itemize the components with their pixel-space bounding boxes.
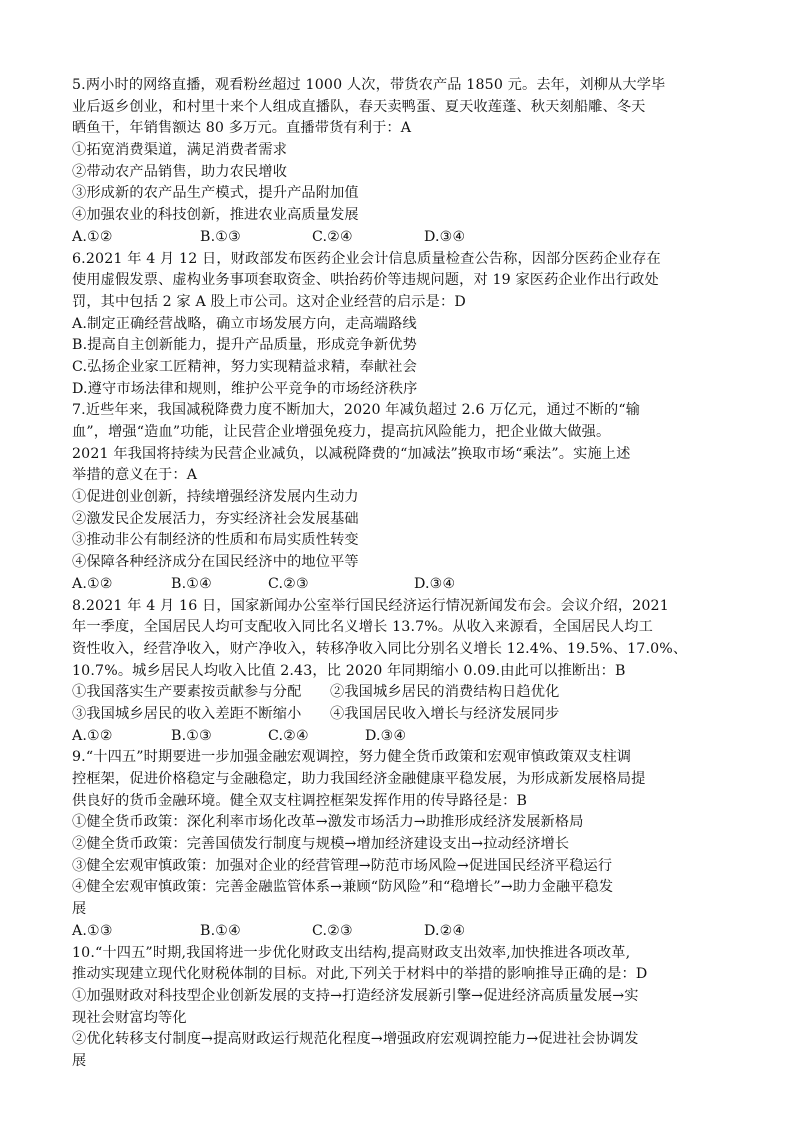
statement-item-continued: 现社会财富均等化 bbox=[72, 1009, 187, 1026]
statement-item: ③健全宏观审慎政策：加强对企业的经营管理→防范市场风险→促进国民经济平稳运行 bbox=[72, 857, 613, 874]
question-stem-line: 晒鱼干，年销售额达 80 多万元。直播带货有利于：A bbox=[72, 120, 412, 137]
question-stem-line: 资性收入，经营净收入，财产净收入，转移净收入同比分别名义增长 12.4%、19.5%、17.0%、 bbox=[72, 640, 688, 657]
question-stem-line: 供良好的货币金融环境。健全双支柱调控框架发挥作用的传导路径是：B bbox=[72, 792, 528, 809]
statement-item: ②我国城乡居民的消费结构日趋优化 bbox=[330, 684, 560, 701]
option-d: D.②④ bbox=[424, 922, 466, 939]
question-stem-line: 罚，其中包括 2 家 A 股上市公司。这对企业经营的启示是：D bbox=[72, 293, 466, 310]
answer-options bbox=[72, 574, 732, 596]
question-7 bbox=[72, 400, 732, 595]
statement-item: ①拓宽消费渠道，满足消费者需求 bbox=[72, 142, 288, 159]
question-10 bbox=[72, 943, 732, 1073]
statement-item: ②健全货币政策：完善国债发行制度与规模→增加经济建设支出→拉动经济增长 bbox=[72, 836, 570, 853]
statement-item: ④健全宏观审慎政策：完善金融监管体系→兼顾“防风险”和“稳增长”→助力金融平稳发 bbox=[72, 879, 614, 896]
question-stem-line: 血”，增强“造血”功能，让民营企业增强免疫力，提高抗风险能力，把企业做大做强。 bbox=[72, 424, 611, 440]
choice-item: C.弘扬企业家工匠精神，努力实现精益求精，奉献社会 bbox=[72, 358, 417, 375]
option-b: B.①④ bbox=[171, 575, 212, 592]
statement-item: ②激发民企发展活力，夯实经济社会发展基础 bbox=[72, 510, 359, 527]
option-b: B.①④ bbox=[200, 922, 241, 939]
option-c: C.②④ bbox=[312, 228, 353, 245]
question-stem-line: 使用虚假发票、虚构业务事项套取资金、哄抬药价等违规问题，对 19 家医药企业作出行政处 bbox=[72, 272, 659, 289]
option-a: A.①② bbox=[72, 575, 113, 592]
option-b: B.①③ bbox=[200, 228, 241, 245]
question-stem-line: 9.“十四五”时期要进一步加强金融宏观调控，努力健全货币政策和宏观审慎政策双支柱调 bbox=[72, 749, 632, 766]
statement-item: ①加强财政对科技型企业创新发展的支持→打造经济发展新引擎→促进经济高质量发展→实 bbox=[72, 987, 639, 1004]
option-d: D.③④ bbox=[414, 575, 456, 592]
question-stem-line: 7.近些年来，我国减税降费力度不断加大，2020 年减负超过 2.6 万亿元，通过不断的“输 bbox=[72, 402, 641, 419]
statement-item: ①我国落实生产要素按贡献参与分配 bbox=[72, 684, 302, 701]
statement-item: ④我国居民收入增长与经济发展同步 bbox=[330, 705, 560, 722]
exam-page bbox=[72, 75, 732, 1073]
answer-options bbox=[72, 227, 732, 249]
choice-item: A.制定正确经营战略，确立市场发展方向，走高端路线 bbox=[72, 315, 417, 332]
option-b: B.①③ bbox=[171, 727, 212, 744]
question-stem-line: 推动实现建立现代化财税体制的目标。对此,下列关于材料中的举措的影响推导正确的是：D bbox=[72, 966, 648, 983]
question-stem-line: 6.2021 年 4 月 12 日，财政部发布医药企业会计信息质量检查公告称，因部分医药企业存在 bbox=[72, 250, 661, 267]
statement-item: ③推动非公有制经济的性质和布局实质性转变 bbox=[72, 532, 359, 549]
option-c: C.②④ bbox=[268, 727, 309, 744]
question-stem-line: 10.“十四五”时期,我国将进一步优化财政支出结构,提高财政支出效率,加快推进各项改革, bbox=[72, 944, 631, 961]
question-stem-line: 10.7%。城乡居民人均收入比值 2.43，比 2020 年同期缩小 0.09.由此可以推断出：B bbox=[72, 662, 626, 679]
option-d: D.③④ bbox=[365, 727, 407, 744]
choice-item: B.提高自主创新能力，提升产品质量，形成竞争新优势 bbox=[72, 337, 417, 354]
question-stem-line: 年一季度，全国居民人均可支配收入同比名义增长 13.7%。从收入来源看，全国居民人均工 bbox=[72, 619, 653, 636]
question-stem-line: 举措的意义在于：A bbox=[72, 467, 198, 484]
option-a: A.①② bbox=[72, 727, 113, 744]
statement-item-continued: 展 bbox=[72, 901, 87, 918]
question-8 bbox=[72, 596, 732, 748]
statement-pair bbox=[72, 682, 732, 704]
question-stem-line: 5.两小时的网络直播，观看粉丝超过 1000 人次，带货农产品 1850 元。去年，刘柳从大学毕 bbox=[72, 77, 666, 93]
option-c: C.②③ bbox=[268, 575, 309, 592]
statement-item: ①促进创业创新，持续增强经济发展内生动力 bbox=[72, 489, 359, 506]
answer-options bbox=[72, 726, 732, 748]
question-stem-line: 2021 年我国将持续为民营企业减负，以减税降费的“加减法”换取市场“乘法”。实施上述 bbox=[72, 445, 631, 462]
statement-item: ④加强农业的科技创新，推进农业高质量发展 bbox=[72, 207, 359, 224]
statement-item: ①健全货币政策：深化利率市场化改革→激发市场活力→助推形成经济发展新格局 bbox=[72, 814, 584, 831]
question-stem-line: 业后返乡创业，和村里十来个人组成直播队，春天卖鸭蛋、夏天收莲蓬、秋天刻船雕、冬天 bbox=[72, 98, 646, 115]
answer-options bbox=[72, 921, 732, 943]
option-a: A.①② bbox=[72, 228, 113, 245]
statement-item: ③我国城乡居民的收入差距不断缩小 bbox=[72, 705, 302, 722]
option-c: C.②③ bbox=[312, 922, 353, 939]
choice-item: D.遵守市场法律和规则，维护公平竞争的市场经济秩序 bbox=[72, 380, 418, 397]
statement-pair bbox=[72, 704, 732, 726]
statement-item: ③形成新的农产品生产模式，提升产品附加值 bbox=[72, 185, 359, 202]
statement-item-continued: 展 bbox=[72, 1052, 87, 1069]
option-d: D.③④ bbox=[424, 228, 466, 245]
statement-item: ④保障各种经济成分在国民经济中的地位平等 bbox=[72, 554, 359, 571]
question-9 bbox=[72, 747, 732, 942]
question-stem-line: 8.2021 年 4 月 16 日，国家新闻办公室举行国民经济运行情况新闻发布会。会议介绍，2021 bbox=[72, 597, 669, 614]
statement-item: ②优化转移支付制度→提高财政运行规范化程度→增强政府宏观调控能力→促进社会协调发 bbox=[72, 1031, 639, 1048]
statement-item: ②带动农产品销售，助力农民增收 bbox=[72, 163, 288, 180]
option-a: A.①③ bbox=[72, 922, 113, 939]
question-stem-line: 控框架，促进价格稳定与金融稳定，助力我国经济金融健康平稳发展，为形成新发展格局提 bbox=[72, 771, 646, 787]
question-6 bbox=[72, 249, 732, 401]
question-5 bbox=[72, 75, 732, 249]
